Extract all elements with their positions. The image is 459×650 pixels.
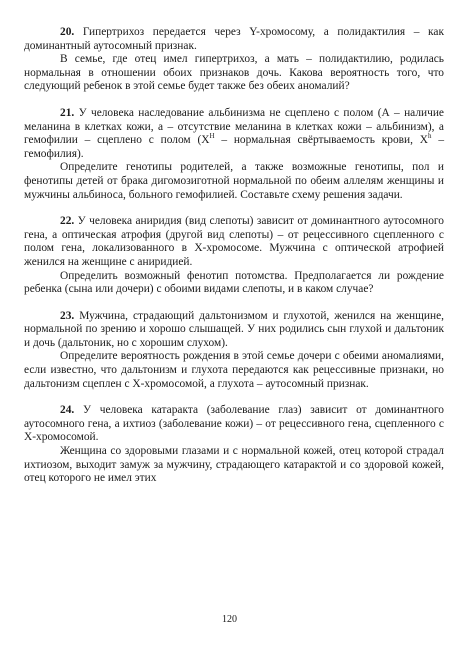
problem-21-text-1a: У человека наследование альбинизма не сцеплено с полом (А – наличие меланина в клетках кожи, а – отсутствие меланина в клетках кожи – альбинизм), а гемофилии – сцеплено с полом (X [24,106,444,147]
problem-24-paragraph-1 [24,404,444,445]
problem-21 [24,107,444,202]
page-content [24,26,444,499]
problem-22-number: 22. [60,215,75,228]
problem-24-paragraph-2: Женщина со здоровыми глазами и с нормальной кожей, отец которой страдал ихтиозом, выходит замуж за мужчину, страдающего катарактой и со здоровой кожей, отец которого не имел этих [24,445,444,485]
problem-22-paragraph-2: Определить возможный фенотип потомства. Предполагается ли рождение ребенка (сына или дочери) с обоими видами слепоты, и в каком случае? [24,269,444,296]
problem-20-paragraph-2: В семье, где отец имел гипертрихоз, а мать – полидактилию, родилась нормальная в отношении обоих признаков дочь. Какова вероятность того, что следующий ребенок в этой семье будет также без обеих аномалий? [24,53,444,93]
problem-21-paragraph-2: Определите генотипы родителей, а также возможные генотипы, пол и фенотипы детей от брака дигомозиготной нормальной по обеим аллелям женщины и мужчины альбиноса, больного гемофилией. Составьте схему решения задачи. [24,161,444,201]
problem-20-number: 20. [60,26,75,38]
allele-superscript-h-recessive: h [428,132,432,141]
problem-23-number: 23. [60,309,75,322]
problem-21-paragraph-1 [24,107,444,161]
problem-20-text-1: Гипертрихоз передается через Y-хромосому, а полидактилия – как доминантный аутосомный признак. [24,26,444,52]
problem-24-number: 24. [60,404,75,417]
problem-22-paragraph-1 [24,215,444,269]
problem-23-text-1: Мужчина, страдающий дальтонизмом и глухотой, женился на женщине, нормальной по зрению и хорошо слышащей. У них родились сын глухой и дальтоник и дочь (дальтоник, но с хорошим слухом). [24,309,444,349]
problem-20 [24,26,444,94]
problem-22-text-1: У человека аниридия (вид слепоты) зависит от доминантного аутосомного гена, а оптическая атрофия (другой вид слепоты) – от рецессивного сцепленного с полом гена, локализованного в X-хромосоме. Мужчина с оптической атрофией женился на женщине с аниридией. [24,215,444,268]
problem-24 [24,404,444,486]
problem-21-text-1c: – гемофилия). [24,134,445,160]
problem-21-number: 21. [60,106,75,119]
problem-23-paragraph-1 [24,310,444,351]
page-number: 120 [222,614,237,625]
problem-20-paragraph-1 [24,26,444,53]
allele-superscript-h-dominant: H [209,132,215,141]
problem-24-text-1: У человека катаракта (заболевание глаз) зависит от доминантного аутосомного гена, а ихтиоз (заболевание кожи) – от рецессивного гена, сцепленного с X-хромосомой. [24,404,444,444]
problem-22 [24,215,444,297]
problem-23-paragraph-2: Определите вероятность рождения в этой семье дочери с обеими аномалиями, если известно, что дальтонизм и глухота передаются как рецессивные признаки, но дальтонизм сцеплен с X-хромосомой, а глухота – аутосомный признак. [24,350,444,390]
problem-21-text-1b: – нормальная свёртываемость крови, X [214,134,429,147]
problem-23 [24,310,444,392]
